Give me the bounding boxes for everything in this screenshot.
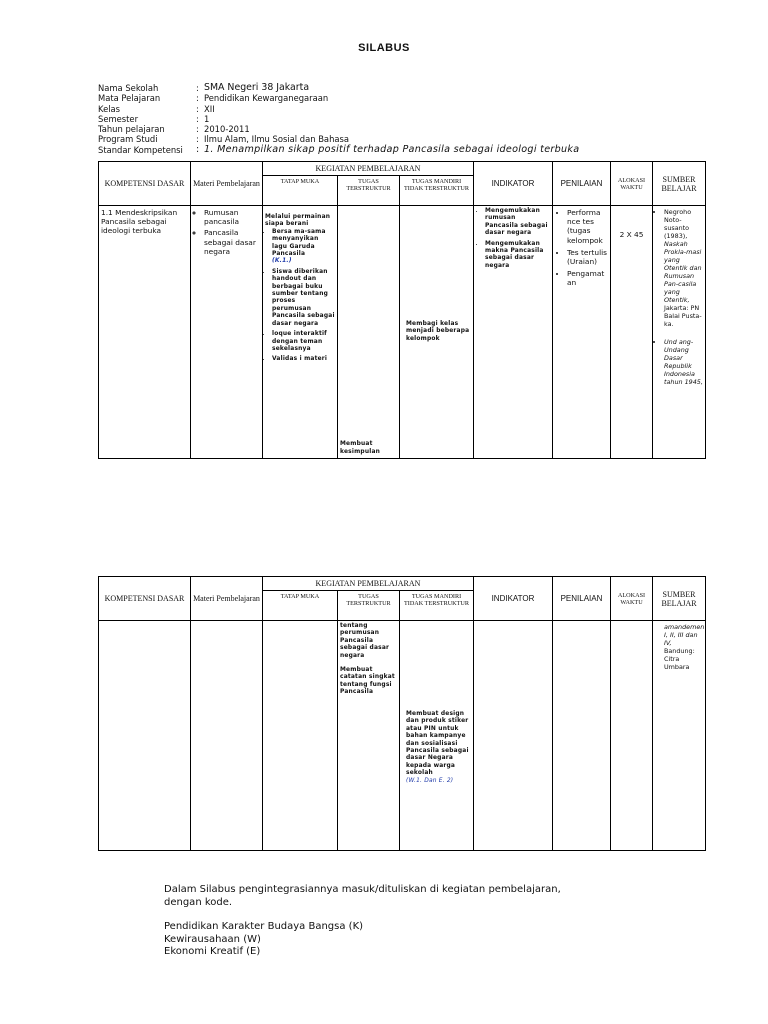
materi-item: ◦ Rumusan pancasila [204, 208, 260, 226]
cell-alokasi: 2 X 45 [611, 206, 653, 459]
tatap-muka-item: • loque interaktif dengan teman sekelasnya [272, 331, 335, 353]
header-tatap-muka: TATAP MUKA [263, 176, 338, 206]
info-label: Standar Kompetensi [98, 144, 183, 155]
cell-materi [191, 206, 263, 459]
info-label: Program Studi [98, 134, 158, 145]
info-label: Semester [98, 113, 139, 124]
info-row-semester: Semester : 1 [98, 113, 210, 124]
info-label: Tahun pelajaran [98, 124, 165, 135]
footnote-line: Dalam Silabus pengintegrasiannya masuk/dituliskan di kegiatan pembelajaran, [164, 884, 561, 895]
header-indikator: INDIKATOR [474, 577, 553, 621]
info-value: 2010-2011 [204, 124, 250, 135]
footnote-item: Kewirausahaan (W) [164, 933, 261, 945]
info-value: SMA Negeri 38 Jakarta [204, 82, 310, 93]
header-indikator: INDIKATOR [474, 162, 553, 206]
cell-alokasi [611, 621, 653, 851]
info-row-year: Tahun pelajaran : 2010-2011 [98, 124, 250, 135]
tugas-mandiri-code: (W.1. Dan E. 2) [406, 777, 454, 784]
page-title: SILABUS [358, 42, 410, 54]
cell-sumber: amandemen I, II, III dan IV, Bandung: Citra Umbara [653, 621, 706, 851]
cell-indikator [474, 206, 553, 459]
cell-tatap-muka [263, 206, 338, 459]
info-label: Kelas [98, 103, 121, 114]
info-row-subject: Mata Pelajaran : Pendidikan Kewarganegaraan [98, 93, 329, 104]
tugas-terstruktur-text: Membuat catatan singkat tentang fungsi Pancasila [340, 667, 395, 696]
info-row-standard: Standar Kompetensi : 1. Menampilkan sikap positif terhadap Pancasila sebagai ideologi terbuka [98, 143, 580, 155]
header-kompetensi: KOMPETENSI DASAR [99, 162, 191, 206]
cell-materi [191, 621, 263, 851]
info-label: Nama Sekolah [98, 83, 159, 93]
tatap-muka-item: • Validas i materi [272, 356, 335, 363]
header-tugas-terstruktur: TUGAS TERSTRUKTUR [338, 176, 400, 206]
footnote-line: dengan kode. [164, 896, 233, 908]
header-kegiatan: KEGIATAN PEMBELAJARAN [263, 162, 474, 176]
info-row-program: Program Studi : Ilmu Alam, Ilmu Sosial dan Bahasa [98, 134, 350, 145]
sumber-item: • Negroho Noto-susanto (1983), Naskah Prokla-masi yang Otentik dan Rumusan Pan-casila yang Otentik, Jakarta: PN Balai Pusta-ka. [664, 208, 703, 328]
info-value: XII [204, 103, 215, 114]
tatap-muka-item: • Siswa diberikan handout dan berbagai buku sumber tentang proses perumusan Pancasila sebagai dasar negara [272, 269, 335, 328]
header-materi: Materi Pembelajaran [191, 577, 263, 621]
cell-sumber [653, 206, 706, 459]
materi-item: ◦ Pancasila sebagai dasar negara [204, 228, 260, 256]
footnote-item: Ekonomi Kreatif (E) [164, 946, 261, 958]
info-row-class: Kelas : XII [98, 103, 215, 114]
footnote [164, 884, 561, 959]
header-sumber: SUMBER BELAJAR [653, 162, 706, 206]
header-tugas-mandiri: TUGAS MANDIRI TIDAK TERSTRUKTUR [400, 591, 474, 621]
info-value: Pendidikan Kewarganegaraan [204, 93, 329, 104]
info-value: 1 [204, 113, 210, 124]
footnote-item: Pendidikan Karakter Budaya Bangsa (K) [164, 921, 364, 933]
header-sumber: SUMBER BELAJAR [653, 577, 706, 621]
cell-tugas-terstruktur [338, 621, 400, 851]
indikator-item: • Mengemukakan makna Pancasila sebagai dasar negara [485, 241, 550, 271]
header-penilaian: PENILAIAN [553, 162, 611, 206]
indikator-item: • Mengemukakan rumusan Pancasila sebagai dasar negara [485, 208, 550, 238]
cell-tugas-mandiri [400, 621, 474, 851]
identity-block [98, 83, 579, 155]
cell-tugas-terstruktur: Membuat kesimpulan [338, 206, 400, 459]
penilaian-item: • Pengamat an [567, 269, 608, 287]
header-tatap-muka: TATAP MUKA [263, 591, 338, 621]
tatap-muka-intro: Melalui permainan siapa berani [265, 214, 331, 228]
cell-penilaian [553, 206, 611, 459]
info-label: Mata Pelajaran [98, 93, 161, 104]
penilaian-item: • Performa nce tes (tugas kelompok [567, 208, 608, 245]
penilaian-item: • Tes tertulis (Uraian) [567, 248, 608, 266]
tugas-mandiri-text: Membuat design dan produk stiker atau PIN untuk bahan kampanye dan sosialisasi Pancasila sebagai dasar Negara kepada warga sekolah [406, 711, 469, 777]
info-value: Ilmu Alam, Ilmu Sosial dan Bahasa [204, 134, 350, 145]
tugas-terstruktur-text: tentang perumusan Pancasila sebagai dasar negara [340, 623, 390, 659]
info-value: 1. Menampilkan sikap positif terhadap Pancasila sebagai ideologi terbuka [204, 143, 580, 155]
header-kegiatan: KEGIATAN PEMBELAJARAN [263, 577, 474, 591]
sumber-item: • Und ang-Undang Dasar Republik Indonesia tahun 1945, [664, 338, 703, 386]
header-materi: Materi Pembelajaran [191, 162, 263, 206]
header-penilaian: PENILAIAN [553, 577, 611, 621]
syllabus-table-2 [98, 576, 706, 851]
cell-indikator [474, 621, 553, 851]
cell-kompetensi: 1.1 Mendeskripsikan Pancasila sebagai ideologi terbuka [99, 206, 191, 459]
tatap-muka-item: • Bersa ma-sama menyanyikan lagu Garuda Pancasila (K.1.) [272, 229, 335, 266]
header-alokasi: ALOKASI WAKTU [611, 162, 653, 206]
header-tugas-terstruktur: TUGAS TERSTRUKTUR [338, 591, 400, 621]
cell-tatap-muka [263, 621, 338, 851]
cell-tugas-mandiri: Membagi kelas menjadi beberapa kelompok [400, 206, 474, 459]
header-alokasi: ALOKASI WAKTU [611, 577, 653, 621]
cell-penilaian [553, 621, 611, 851]
syllabus-table-1 [98, 161, 706, 459]
header-tugas-mandiri: TUGAS MANDIRI TIDAK TERSTRUKTUR [400, 176, 474, 206]
header-kompetensi: KOMPETENSI DASAR [99, 577, 191, 621]
cell-kompetensi [99, 621, 191, 851]
info-row-school: Nama Sekolah : SMA Negeri 38 Jakarta [98, 82, 310, 93]
